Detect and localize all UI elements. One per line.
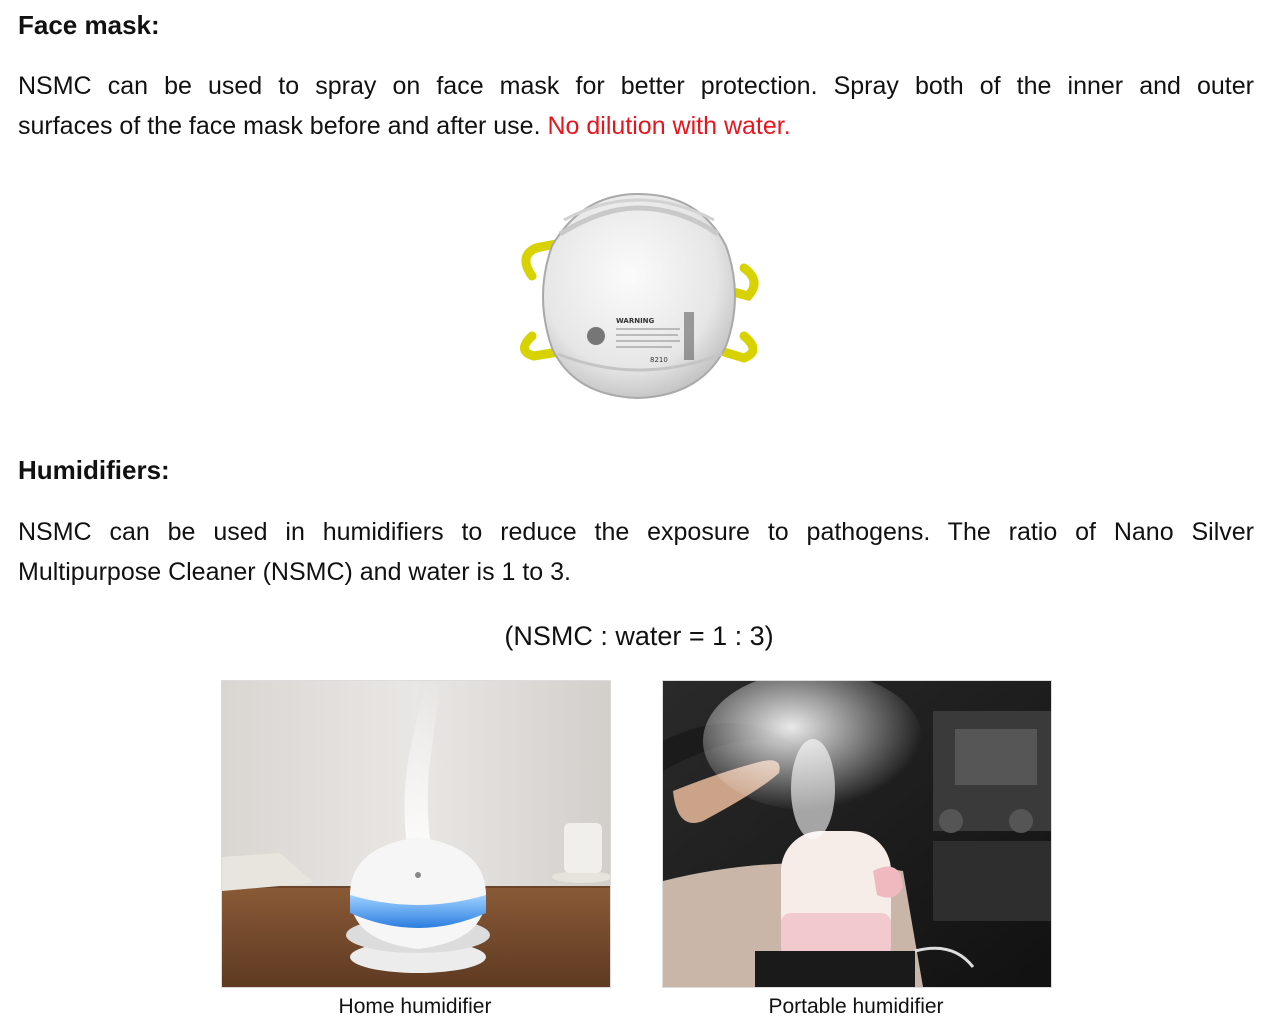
no-dilution-warning: No dilution with water. [547,112,791,140]
face-mask-heading: Face mask: [18,10,160,40]
ratio-formula: (NSMC : water = 1 : 3) [504,621,774,651]
humidifiers-paragraph [18,512,1254,592]
face-mask-line-2 [18,106,1254,146]
home-humidifier-photo [221,680,611,988]
mask-warning-print: WARNING [616,317,655,325]
face-mask-line-2-text: surfaces of the face mask before and after use. [18,112,548,140]
portable-humidifier-photo [662,680,1052,988]
face-mask-line-1: NSMC can be used to spray on face mask for better protection. Spray both of the inner and outer [18,72,1254,100]
face-mask-image [512,186,764,406]
humidifiers-line-2: Multipurpose Cleaner (NSMC) and water is 1 to 3. [18,558,572,586]
mask-model-print: 8210 [650,356,668,364]
humidifiers-heading: Humidifiers: [18,455,170,485]
home-humidifier-caption: Home humidifier [338,995,492,1018]
humidifiers-line-1: NSMC can be used in humidifiers to reduce the exposure to pathogens. The ratio of Nano Silver [18,518,1254,546]
face-mask-paragraph [18,66,1254,146]
portable-humidifier-caption: Portable humidifier [768,995,944,1018]
